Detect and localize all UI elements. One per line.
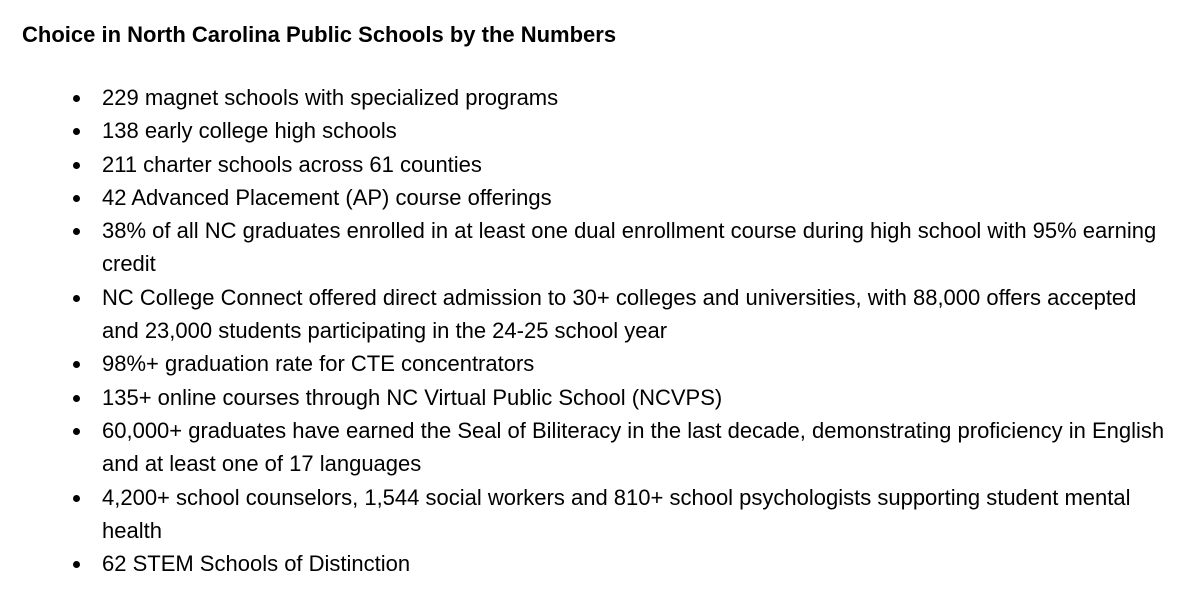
list-item-text: 138 early college high schools <box>102 118 397 144</box>
bullet-icon <box>73 128 80 135</box>
list-item-text: 62 STEM Schools of Distinction <box>102 551 411 577</box>
list-item <box>22 347 1172 380</box>
list-item-text: 42 Advanced Placement (AP) course offerings <box>102 184 552 210</box>
document <box>22 0 1172 580</box>
list-item <box>22 281 1172 348</box>
bullet-icon <box>73 395 80 402</box>
list-item-text: 229 magnet schools with specialized programs <box>102 85 559 110</box>
list-item-text: 98%+ graduation rate for CTE concentrators <box>102 351 535 377</box>
facts-list <box>22 81 1172 580</box>
bullet-icon <box>73 561 80 568</box>
list-item-text: 4,200+ school counselors, 1,544 social workers and 810+ school psychologists supporting student mental health <box>102 484 1131 543</box>
bullet-icon <box>73 495 80 502</box>
bullet-icon <box>73 295 80 302</box>
list-item-text: 60,000+ graduates have earned the Seal of Biliteracy in the last decade, demonstrating proficiency in English and at least one of 17 languages <box>102 417 1165 477</box>
list-item <box>22 481 1172 548</box>
list-item-text: 211 charter schools across 61 counties <box>102 151 482 177</box>
document-title: Choice in North Carolina Public Schools by the Numbers <box>22 22 617 47</box>
list-item <box>22 547 1172 580</box>
list-item <box>22 181 1172 214</box>
bullet-icon <box>73 228 80 235</box>
list-item <box>22 81 1172 114</box>
list-item <box>22 114 1172 147</box>
bullet-icon <box>73 428 80 435</box>
list-item <box>22 148 1172 181</box>
bullet-icon <box>73 195 80 202</box>
list-item <box>22 414 1172 481</box>
list-item-text: 38% of all NC graduates enrolled in at least one dual enrollment course during high school with 95% earning credit <box>102 218 1157 277</box>
list-item <box>22 381 1172 414</box>
bullet-icon <box>73 162 80 169</box>
bullet-icon <box>73 95 80 102</box>
list-item-text: 135+ online courses through NC Virtual Public School (NCVPS) <box>102 384 723 410</box>
list-item-text: NC College Connect offered direct admission to 30+ colleges and universities, with 88,000 offers accepted and 23,000 students participating in the 24-25 school year <box>102 284 1137 344</box>
bullet-icon <box>73 361 80 368</box>
list-item <box>22 214 1172 281</box>
